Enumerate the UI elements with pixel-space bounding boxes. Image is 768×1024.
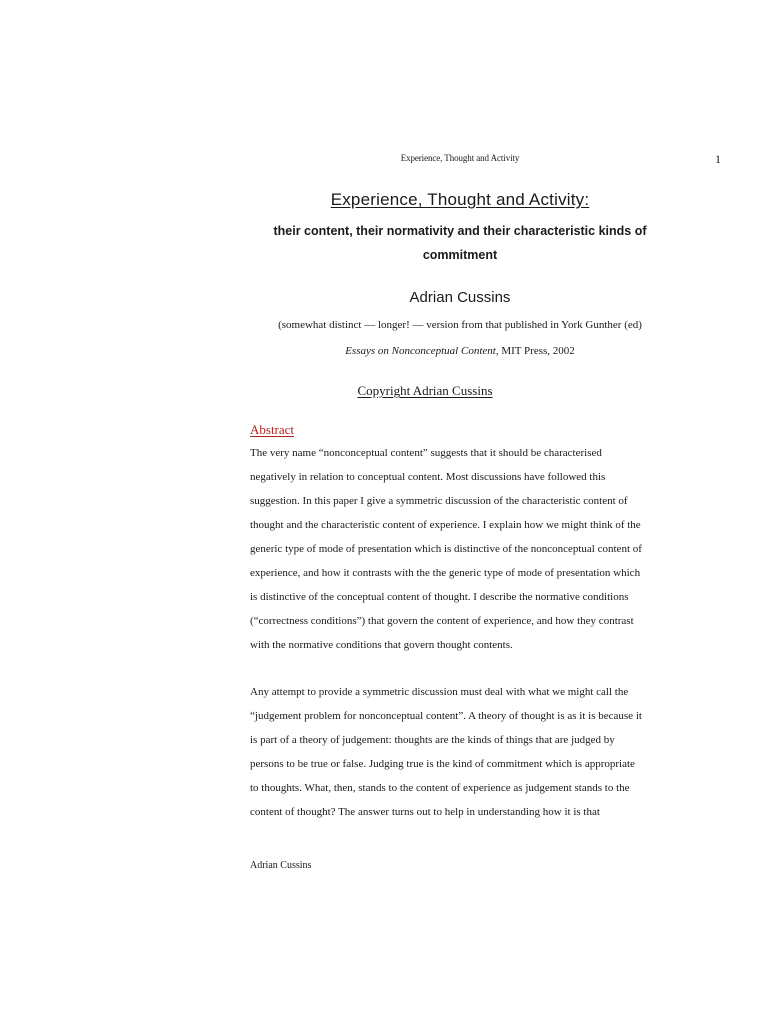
text-line: content of thought? The answer turns out to help in understanding how it is that [250,806,600,818]
text-line: (“correctness conditions”) that govern the content of experience, and how they contrast [250,615,634,627]
text-line: Any attempt to provide a symmetric discussion must deal with what we might call the [250,686,629,698]
abstract-heading: Abstract [250,422,295,437]
abstract-paragraph-1 [250,441,670,657]
abstract-paragraph-2 [250,680,670,824]
page-number: 1 [715,152,721,166]
text-line: is part of a theory of judgement: thoughts are the kinds of things that are judged by [250,734,615,746]
publication-info [0,345,768,357]
text-line: is distinctive of the conceptual content of thought. I describe the normative conditions [250,591,629,603]
book-title: Essays on Nonconceptual Content, [345,345,499,357]
text-line: persons to be true or false. Judging true is the kind of commitment which is appropriate [250,758,635,770]
text-line: generic type of mode of presentation which is distinctive of the nonconceptual content of [250,543,642,555]
paper-subtitle [250,219,670,267]
page-footer: Adrian Cussins [250,860,312,871]
text-line: “judgement problem for nonconceptual content”. A theory of thought is as it is because it [250,710,642,722]
running-header: Experience, Thought and Activity [400,153,520,163]
version-note: (somewhat distinct — longer! — version from that published in York Gunther (ed) [278,319,642,331]
copyright-notice: Copyright Adrian Cussins [357,383,493,398]
subtitle-line-1: their content, their normativity and their characteristic kinds of [273,224,647,238]
text-line: negatively in relation to conceptual content. Most discussions have followed this [250,471,606,483]
text-line: The very name “nonconceptual content” suggests that it should be characterised [250,447,602,459]
text-line: with the normative conditions that govern thought contents. [250,639,513,651]
text-line: experience, and how it contrasts with the the generic type of mode of presentation which [250,567,641,579]
text-line: suggestion. In this paper I give a symmetric discussion of the characteristic content of [250,495,628,507]
subtitle-line-2: commitment [422,248,498,262]
author-name: Adrian Cussins [409,289,511,306]
paper-title: Experience, Thought and Activity: [330,190,590,209]
text-line: thought and the characteristic content of experience. I explain how we might think of the [250,519,641,531]
text-line: to thoughts. What, then, stands to the content of experience as judgement stands to the [250,782,630,794]
publisher-info: MIT Press, 2002 [498,345,575,357]
